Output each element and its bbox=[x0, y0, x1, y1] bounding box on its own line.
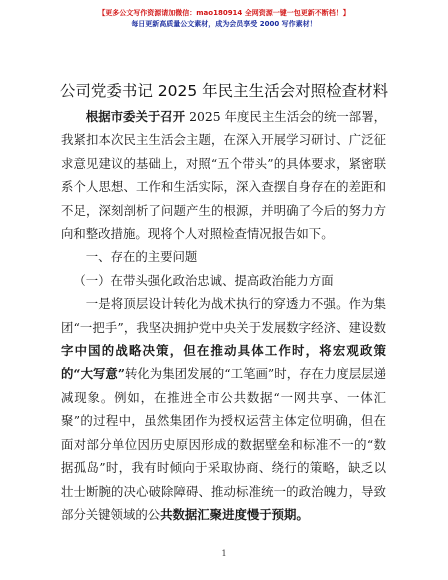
problem-text-a: 一是将顶层设计转化为战术执行的穿透力不强。作为集团“一把手”，我坚决拥护党中央关于发展数字经济、建设数 bbox=[61, 296, 386, 335]
intro-text: 2025 年度民主生活会的统一部署，我紧扣本次民主生活会主题，在深入开展学习研讨、广泛征求意见建议的基础上，对照“五个带头”的具体要求，紧密联系个人思想、工作和生活实际，深入查摆自身存在的差距和不足，深刻剖析了问题产生的根源，并明确了今后的努力方向和整改措施。现将个人对照检查情况报告如下。 bbox=[61, 109, 386, 242]
promo-banner-line-2: 每日更新高质量公文素材，成为会员享受 2000 写作素材！ bbox=[131, 20, 317, 28]
document-body bbox=[61, 105, 386, 526]
intro-paragraph bbox=[61, 105, 386, 245]
promo-banner-line-1: 【更多公文写作资源请加微信：mao180914 全网资源一键一包更新不断档！】 bbox=[98, 9, 350, 17]
problem-bold-text-2: 共数据汇聚进度慢于预期。 bbox=[160, 506, 309, 522]
problem-paragraph bbox=[61, 292, 386, 526]
page-number: 1 bbox=[221, 549, 227, 558]
section-heading: 一、存在的主要问题 bbox=[85, 249, 198, 265]
intro-bold-text: 根据市委关于召开 bbox=[85, 109, 186, 124]
document-title: 公司党委书记 2025 年民主生活会对照检查材料 bbox=[59, 82, 389, 100]
problem-text-b: 转化为集团发展的“工笔画”时，存在力度层层递减现象。例如，在推进全市公共数据“一网共享、一体汇聚”的过程中，虽然集团作为授权运营主体定位明确，但在面对部分单位因历史原因形成的数据壁垒和标准不一的“数据孤岛”时，我有时倾向于采取协商、绕行的策略，缺乏以壮士断腕的决心破除障碍、推动标准统一的政治魄力，导致部分关键领域的公 bbox=[61, 366, 386, 522]
problem-bold-text-1: 字中国的战略决策，但在推动具体工作时，将宏观政策的“大写意” bbox=[61, 343, 386, 382]
subsection-heading: （一）在带头强化政治忠诚、提高政治能力方面 bbox=[73, 272, 334, 288]
